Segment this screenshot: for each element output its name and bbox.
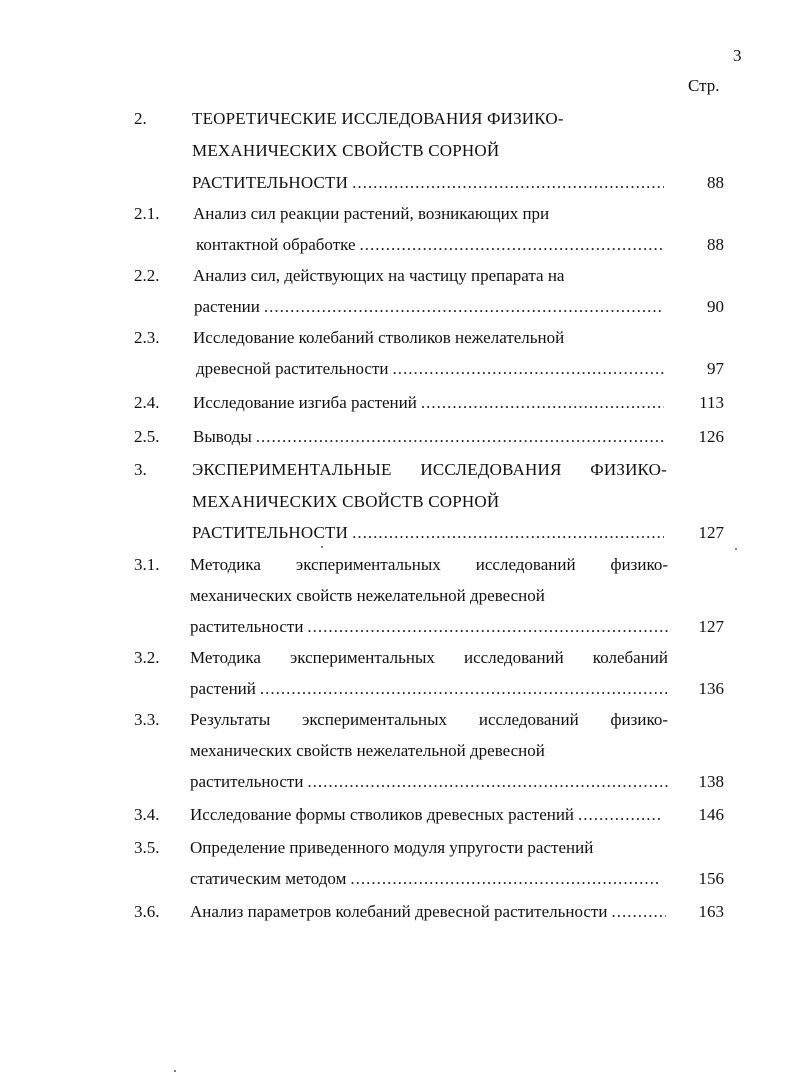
entry-number: 2. xyxy=(134,109,147,128)
entry-page: 88 xyxy=(707,235,724,254)
entry-page: 136 xyxy=(698,679,724,698)
scan-speck xyxy=(174,1070,176,1072)
entry-title-line: растении xyxy=(194,297,260,316)
dot-leader xyxy=(260,679,668,699)
entry-page: 97 xyxy=(707,359,724,378)
entry-leader-line xyxy=(190,902,666,922)
entry-number: 3.2. xyxy=(134,648,160,667)
dot-leader xyxy=(611,902,666,922)
entry-number: 2.3. xyxy=(134,328,160,347)
scan-speck xyxy=(321,546,323,548)
dot-leader xyxy=(352,523,664,543)
entry-page: 88 xyxy=(707,173,724,192)
entry-title-line: МЕХАНИЧЕСКИХ СВОЙСТВ СОРНОЙ xyxy=(192,141,500,160)
entry-leader-line xyxy=(190,772,668,792)
entry-number: 3.6. xyxy=(134,902,160,921)
entry-title-line: Исследование изгиба растений xyxy=(193,393,417,412)
dot-leader xyxy=(307,617,668,637)
entry-title-line: статическим методом xyxy=(190,869,347,888)
entry-title-line: Результаты экспериментальных исследований физико- xyxy=(190,710,668,729)
dot-leader xyxy=(264,297,664,317)
dot-leader xyxy=(360,235,664,255)
entry-title-line: Исследование формы стволиков древесных растений xyxy=(190,805,575,824)
entry-leader-line xyxy=(196,235,664,255)
entry-title-line: древесной растительности xyxy=(196,359,389,378)
entry-title-line: растительности xyxy=(190,617,304,636)
entry-page: 90 xyxy=(707,297,724,316)
entry-number: 3.5. xyxy=(134,838,160,857)
entry-title-line: Выводы xyxy=(193,427,252,446)
entry-title-line: Анализ сил реакции растений, возникающих при xyxy=(193,204,550,223)
entry-title-line: ЭКСПЕРИМЕНТАЛЬНЫЕ ИССЛЕДОВАНИЯ ФИЗИКО- xyxy=(192,460,667,479)
entry-title-line: МЕХАНИЧЕСКИХ СВОЙСТВ СОРНОЙ xyxy=(192,492,500,511)
entry-title-line: Анализ сил, действующих на частицу препарата на xyxy=(193,266,565,285)
entry-number: 3.4. xyxy=(134,805,160,824)
entry-title-line: ТЕОРЕТИЧЕСКИЕ ИССЛЕДОВАНИЯ ФИЗИКО- xyxy=(192,109,564,128)
entry-leader-line xyxy=(196,359,664,379)
entry-number: 3.1. xyxy=(134,555,160,574)
entry-leader-line xyxy=(190,617,668,637)
entry-page: 113 xyxy=(699,393,724,412)
dot-leader xyxy=(578,805,662,825)
entry-page: 156 xyxy=(698,869,724,888)
entry-page: 127 xyxy=(698,523,724,542)
dot-leader xyxy=(393,359,664,379)
entry-leader-line xyxy=(193,427,664,447)
entry-title-line: РАСТИТЕЛЬНОСТИ xyxy=(192,173,349,192)
page-number: 3 xyxy=(733,46,742,65)
entry-page: 127 xyxy=(698,617,724,636)
entry-leader-line xyxy=(193,393,664,413)
entry-page: 146 xyxy=(698,805,724,824)
entry-title-line: контактной обработке xyxy=(196,235,356,254)
entry-title-line: Анализ параметров колебаний древесной растительности xyxy=(190,902,608,921)
page-column-header: Стр. xyxy=(688,76,720,95)
dot-leader xyxy=(307,772,668,792)
entry-leader-line xyxy=(190,679,668,699)
entry-page: 138 xyxy=(698,772,724,791)
entry-title-line: механических свойств нежелательной древесной xyxy=(190,586,545,605)
entry-leader-line xyxy=(190,869,659,889)
entry-leader-line xyxy=(192,173,664,193)
entry-number: 2.5. xyxy=(134,427,160,446)
entry-page: 126 xyxy=(698,427,724,446)
entry-page: 163 xyxy=(698,902,724,921)
entry-title-line: Методика экспериментальных исследований колебаний xyxy=(190,648,668,667)
entry-title-line: механических свойств нежелательной древесной xyxy=(190,741,545,760)
entry-title-line: растений xyxy=(190,679,256,698)
entry-title-line: растительности xyxy=(190,772,304,791)
dot-leader xyxy=(256,427,664,447)
entry-title-line: Определение приведенного модуля упругости растений xyxy=(190,838,594,857)
dot-leader xyxy=(421,393,664,413)
dot-leader xyxy=(352,173,664,193)
scan-speck xyxy=(735,548,737,550)
entry-title-line: Методика экспериментальных исследований физико- xyxy=(190,555,668,574)
entry-title-line: РАСТИТЕЛЬНОСТИ xyxy=(192,523,349,542)
entry-number: 3. xyxy=(134,460,147,479)
entry-title-line: Исследование колебаний стволиков нежелательной xyxy=(193,328,565,347)
entry-number: 2.4. xyxy=(134,393,160,412)
entry-leader-line xyxy=(194,297,664,317)
entry-number: 3.3. xyxy=(134,710,160,729)
entry-leader-line xyxy=(192,523,664,543)
entry-number: 2.2. xyxy=(134,266,160,285)
entry-number: 2.1. xyxy=(134,204,160,223)
entry-leader-line xyxy=(190,805,662,825)
dot-leader xyxy=(350,869,659,889)
